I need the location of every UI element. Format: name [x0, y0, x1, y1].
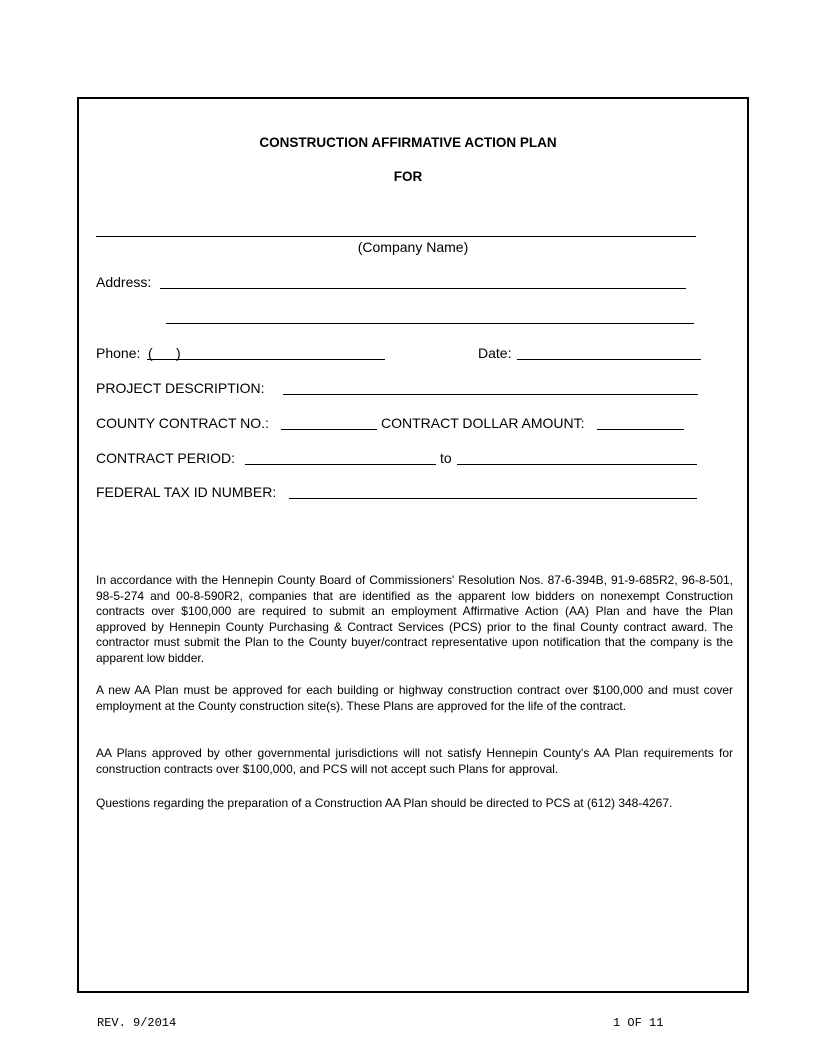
contract-dollar-amount-line[interactable]	[597, 429, 684, 430]
contract-period-start-line[interactable]	[245, 464, 436, 465]
federal-tax-id-line[interactable]	[289, 498, 697, 499]
company-name-caption: (Company Name)	[357, 239, 469, 255]
phone-label: Phone:	[96, 345, 141, 361]
contract-period-label: CONTRACT PERIOD:	[96, 450, 235, 466]
paragraph-questions: Questions regarding the preparation of a Construction AA Plan should be directed to PCS at (612) 348-4267.	[96, 796, 673, 810]
date-label: Date:	[478, 345, 512, 361]
paragraph-resolution: In accordance with the Hennepin County Board of Commissioners' Resolution Nos. 87-6-394B, 91-9-685R2, 96-8-501, 98-5-274 and 00-8-590R2, companies that are identified as the apparent low bidders on nonexempt Construction contracts over $100,000 are required to submit an employment Affirmative Action (AA) Plan and have the Plan approved by Hennepin County Purchasing & Contract Services (PCS) prior to the final County contract award. The contractor must submit the Plan to the County buyer/contract representative upon notification that the company is the apparent low bidder.	[96, 573, 733, 665]
date-line[interactable]	[517, 359, 701, 360]
address-line-1[interactable]	[160, 288, 686, 289]
form-border	[77, 97, 749, 993]
contract-dollar-amount-label: CONTRACT DOLLAR AMOUNT:	[381, 415, 585, 431]
contract-period-to: to	[440, 450, 452, 466]
county-contract-no-label: COUNTY CONTRACT NO.:	[96, 415, 269, 431]
form-title: CONSTRUCTION AFFIRMATIVE ACTION PLAN	[259, 135, 557, 150]
revision-label: REV. 9/2014	[97, 1016, 177, 1030]
company-name-line[interactable]	[96, 236, 696, 237]
address-line-2[interactable]	[166, 323, 694, 324]
phone-area-code: ( )	[148, 345, 181, 361]
federal-tax-id-label: FEDERAL TAX ID NUMBER:	[96, 484, 277, 500]
paragraph-new-plan: A new AA Plan must be approved for each building or highway construction contract over $100,000 and must cover employment at the County construction site(s). These Plans are approved for the life of the contract.	[96, 683, 733, 713]
county-contract-no-line[interactable]	[281, 429, 377, 430]
page-number: 1 OF 11	[613, 1016, 664, 1030]
address-label: Address:	[96, 274, 152, 290]
for-label: FOR	[393, 169, 423, 184]
project-description-line[interactable]	[283, 394, 698, 395]
project-description-label: PROJECT DESCRIPTION:	[96, 380, 265, 396]
paragraph-other-jurisdictions: AA Plans approved by other governmental jurisdictions will not satisfy Hennepin County's AA Plan requirements for construction contracts over $100,000, and PCS will not accept such Plans for approval.	[96, 746, 733, 776]
phone-line[interactable]	[147, 359, 385, 360]
contract-period-end-line[interactable]	[457, 464, 697, 465]
